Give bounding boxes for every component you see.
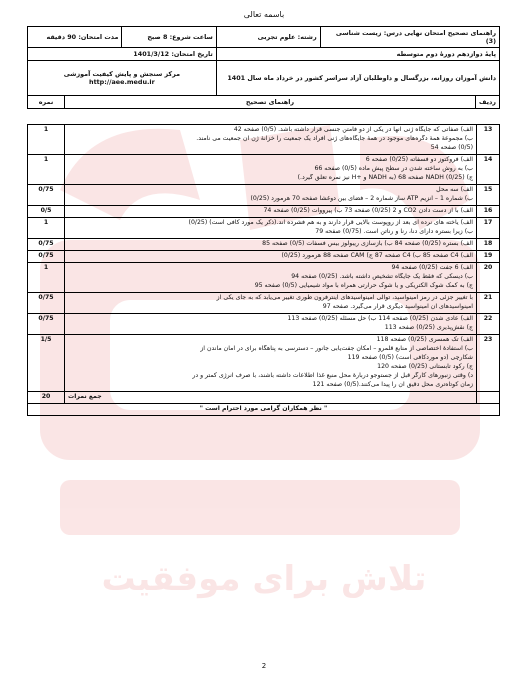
answer-guide — [65, 238, 477, 250]
question-row — [28, 125, 500, 155]
closing-row — [28, 403, 500, 415]
question-number: 14 — [477, 154, 500, 184]
question-row — [28, 313, 500, 334]
exam-duration: مدت امتحان: 90 دقیقه — [28, 27, 122, 48]
question-score: 1 — [28, 262, 65, 292]
question-number: 15 — [477, 184, 500, 205]
answer-guide — [65, 217, 477, 238]
answer-line: با تغییر جزئی در رمز آمینواسید، توالی آمینواسیدهای اینترفرون طوری تغییر می‌یابد که به جای یکی از — [216, 293, 473, 301]
exam-field: رشته: علوم تجربی — [216, 27, 320, 48]
answer-line: (0/5) صفحه 54 — [430, 143, 473, 151]
question-number: 19 — [477, 250, 500, 262]
question-number: 18 — [477, 238, 500, 250]
answer-line: ج) نقش‌پذیری (0/25) صفحه 113 — [384, 323, 473, 331]
question-score: 1/5 — [28, 334, 65, 391]
question-row — [28, 334, 500, 391]
question-score: 1 — [28, 154, 65, 184]
question-score: 0/75 — [28, 292, 65, 313]
column-header-row — [28, 96, 500, 109]
question-number: 13 — [477, 125, 500, 155]
answer-line: الف) 6 جفت (0/25) صفحه 94 — [391, 263, 473, 271]
answer-guide — [65, 184, 477, 205]
page-number: 2 — [261, 662, 267, 670]
answer-line: د) وقتی زنبورهای کارگر قبل از جستوجو دربارهٔ محل منبع غذا اطلاعات داشته باشند، با صرف انرژی کمتر و در — [192, 371, 473, 379]
col-score-label: نمره — [38, 98, 54, 106]
answer-line: الف) C4 صفحه 85 ب) C4 صفحه 87 ج) CAM صفحه 88 هرمورد (0/25) — [281, 251, 473, 259]
answer-table — [27, 124, 500, 416]
answer-line: الف) یاخته های نرده ای بعد از روپوست بالایی قرار دارند و به هم فشرده اند.(ذکر یک مورد کافی است) (0/25) — [188, 218, 473, 226]
answer-guide — [65, 154, 477, 184]
page-top-heading: باسمه تعالی — [243, 10, 285, 19]
answer-line: زمان کوتاه‌تری محل دقیق آن را پیدا می‌کنند.(0/5) صفحه 121 — [312, 380, 473, 388]
exam-header — [27, 26, 500, 109]
total-row — [28, 391, 500, 403]
question-number: 17 — [477, 217, 500, 238]
question-row — [28, 250, 500, 262]
answer-line: ب) شماره 1 – آنزیم ATP ساز شماره 2 – فضای بین دوغشا صفحه 70 هرمورد (0/25) — [250, 194, 473, 202]
answer-guide — [65, 313, 477, 334]
closing-note: " نظر همکاران گرامی مورد احترام است " — [28, 403, 500, 415]
answer-line: الف) عادی شدن (0/25) صفحه 114 ب) حل مسئله (0/25) صفحه 113 — [287, 314, 473, 322]
exam-date: تاریخ امتحان: 1401/3/12 — [28, 48, 217, 61]
answer-guide — [65, 125, 477, 155]
org-block — [28, 61, 217, 96]
question-row — [28, 292, 500, 313]
start-time: ساعت شروع: 8 صبح — [122, 27, 216, 48]
answer-line: ج) NADH (0/25) صفحه 68 (به NADH و +H نیز نمره تعلق گیرد.) — [297, 173, 473, 181]
answer-guide — [65, 292, 477, 313]
question-row — [28, 184, 500, 205]
col-row-label: ردیف — [476, 96, 499, 108]
exam-title: راهنمای تصحیح امتحان نهایی درس: زیست شناسی (3) — [320, 27, 499, 48]
question-score: 0/75 — [28, 313, 65, 334]
answer-line: الف) فروکتوز دو فسفاته (0/25) صفحه 6 — [365, 155, 473, 163]
exam-grade: پایهٔ دوازدهم دورهٔ دوم متوسطه — [216, 48, 499, 61]
watermark-text: تلاش برای موفقیت — [101, 559, 427, 599]
answer-line: شکارچی (دو موردکافی است) (0/5) صفحه 119 — [347, 353, 473, 361]
question-score: 1 — [28, 217, 65, 238]
answer-line: ب) مجموعهٔ همهٔ دگره‌های موجود در همهٔ جایگاه‌های ژنی افراد یک جمعیت را خزانهٔ ژن آن جمعیت می نامند. — [196, 134, 473, 142]
answer-line: ب) زیرا بستره دارای دنا، رنا و رناتن است. (0/75) صفحه 79 — [315, 227, 473, 235]
question-score: 0/75 — [28, 184, 65, 205]
col-guide-label: راهنمای تصحیح — [65, 96, 476, 108]
question-row — [28, 262, 500, 292]
answer-guide — [65, 262, 477, 292]
total-score: 20 — [28, 391, 65, 403]
answer-line: ب) دیسکی که فقط یک جایگاه تشخیص داشته باشد. (0/25) صفحه 94 — [291, 272, 473, 280]
answer-line: آمینواسیدهای آن آمینواسید دیگری قرار می‌گیرد. صفحه 97 — [322, 302, 473, 310]
question-row — [28, 217, 500, 238]
answer-line: ب) به روش ساخته شدن در سطح پیش ماده (0/5) صفحه 66 — [314, 164, 473, 172]
answer-line: الف) سه محل — [436, 185, 473, 193]
question-number: 16 — [477, 205, 500, 217]
answer-guide — [65, 205, 477, 217]
question-row — [28, 205, 500, 217]
question-number: 22 — [477, 313, 500, 334]
answer-line: الف) بستره (0/25) صفحه 84 ب) بازسازی ریبولوز بیس فسفات (0/5) صفحه 85 — [262, 239, 473, 247]
exam-description: دانش آموزان روزانه، بزرگسال و داوطلبان آزاد سراسر کشور در خرداد ماه سال 1401 — [216, 61, 499, 96]
question-number: 20 — [477, 262, 500, 292]
answer-guide — [65, 250, 477, 262]
question-score: 0/75 — [28, 250, 65, 262]
org-name: مرکز سنجش و پایش کیفیت آموزشی — [63, 70, 181, 78]
answer-line: الف) با از دست دادن CO2 و 2 (0/25) صفحه 73 ب) پیرووات (0/25) صفحه 74 — [263, 206, 473, 214]
question-score: 1 — [28, 125, 65, 155]
answer-line: الف) صفاتی که جایگاه ژنی آنها در یکی از دو فامتن جنسی قرار داشته باشد. (0/5) صفحه 42 — [233, 126, 473, 133]
question-number: 21 — [477, 292, 500, 313]
total-label: جمع نمرات — [65, 391, 477, 403]
answer-line: ب) استفادهٔ اختصاصی از منابع قلمرو – امکان جفت‌یابی جانور – دسترسی به پناهگاه برای در امان ماندن از — [200, 344, 473, 352]
answer-line: الف) تک همسری (0/25) صفحه 118 — [376, 335, 473, 343]
answer-guide — [65, 334, 477, 391]
question-score: 0/5 — [28, 205, 65, 217]
org-url: http://aee.medu.ir — [89, 78, 155, 86]
question-score: 0/75 — [28, 238, 65, 250]
answer-line: ج) به کمک شوک الکتریکی و یا شوک حرارتی همراه با مواد شیمیایی (0/5) صفحه 95 — [254, 281, 473, 289]
answer-line: ج) رکود تابستانی (0/25) صفحه 120 — [377, 362, 473, 370]
question-row — [28, 238, 500, 250]
question-number: 23 — [477, 334, 500, 391]
question-row — [28, 154, 500, 184]
